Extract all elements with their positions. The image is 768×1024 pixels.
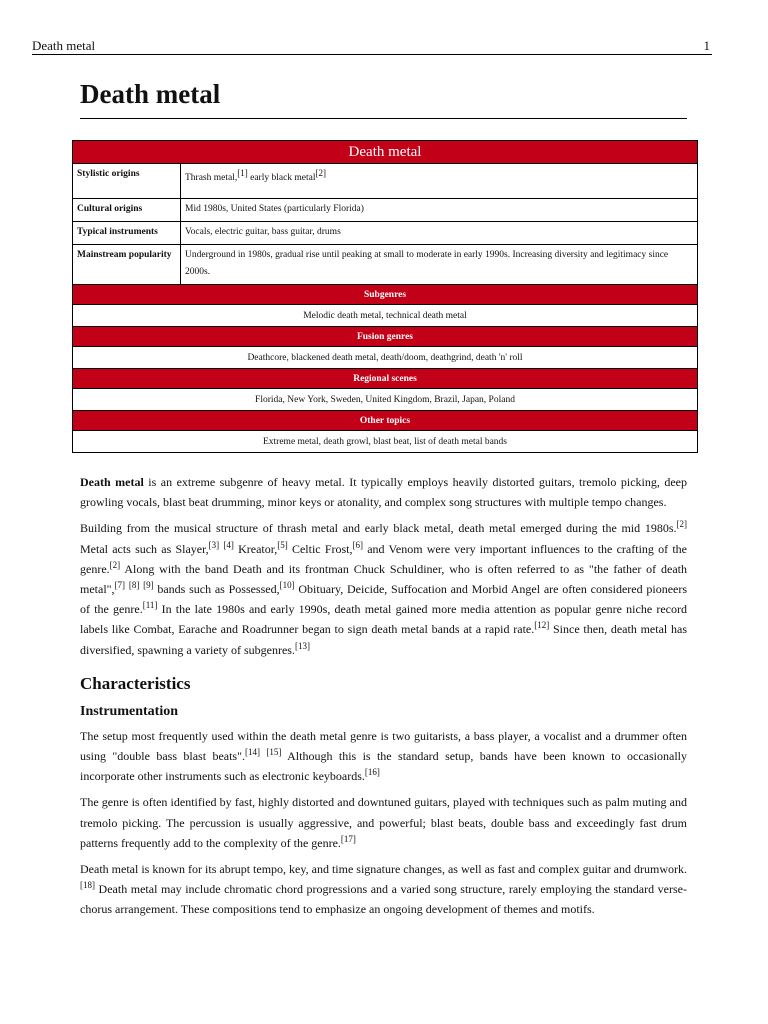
reference[interactable]: [12] xyxy=(534,620,550,631)
text-run: Although this is the standard setup, bands have been known to occasionally incorporate other instruments such as electronic keyboards. xyxy=(80,749,688,784)
infobox-label: Typical instruments xyxy=(73,222,181,245)
infobox-value: Vocals, electric guitar, bass guitar, drums xyxy=(181,222,698,245)
reference[interactable]: [5] xyxy=(277,539,288,550)
reference[interactable]: [18] xyxy=(80,880,95,891)
infobox-section-content: Deathcore, blackened death metal, death/doom, deathgrind, death 'n' roll xyxy=(73,347,698,369)
reference[interactable]: [1] xyxy=(237,167,248,178)
text-run: The genre is often identified by fast, highly distorted and downtuned guitars, played with techniques such as palm muting and tremolo picking. The percussion is usually aggressive, and powerful; blast beats, double bass and exceedingly fast drum patterns frequently add to the complexity of the genre. xyxy=(80,795,687,850)
infobox-section-header: Regional scenes xyxy=(73,369,698,389)
article-title: Death metal xyxy=(80,79,221,109)
reference[interactable]: [11] xyxy=(142,600,158,611)
text-run: Metal acts such as Slayer, xyxy=(80,541,209,556)
infobox-row xyxy=(73,245,698,285)
infobox-section-content: Extreme metal, death growl, blast beat, list of death metal bands xyxy=(73,431,698,453)
infobox-value: Mid 1980s, United States (particularly Florida) xyxy=(181,199,698,222)
text-run: Kreator, xyxy=(233,541,278,556)
text-run: Since then, death metal has diversified, spawning a variety of subgenres. xyxy=(80,622,687,657)
infobox-section-content: Florida, New York, Sweden, United Kingdom, Brazil, Japan, Poland xyxy=(73,389,698,411)
reference[interactable]: [3] xyxy=(208,539,220,550)
text-run: Death metal may include chromatic chord progressions and a varied song structure, rarely employing the standard verse-chorus arrangement. These compositions tend to emphasize an ongoing development of themes and motifs. xyxy=(80,882,687,917)
infobox-section-header: Other topics xyxy=(73,411,698,431)
instrumentation-paragraph xyxy=(80,792,687,853)
section-heading-characteristics: Characteristics xyxy=(80,673,191,693)
infobox-value: Underground in 1980s, gradual rise until peaking at small to moderate in early 1990s. Increasing diversity and legitimacy since 2000s. xyxy=(181,245,698,285)
value-link[interactable]: early black metal xyxy=(247,173,316,183)
infobox-row xyxy=(73,222,698,245)
article-body xyxy=(80,472,687,926)
infobox-section-content: Melodic death metal, technical death metal xyxy=(73,305,698,327)
infobox-section-header: Fusion genres xyxy=(73,327,698,347)
page-header xyxy=(32,34,712,55)
running-title: Death metal xyxy=(32,38,96,53)
reference[interactable]: [9] xyxy=(143,580,154,591)
infobox-title: Death metal xyxy=(73,141,698,164)
text-run: Obituary, Deicide, Suffocation and Morbid Angel are often considered pioneers of the genre. xyxy=(80,582,688,617)
infobox-row xyxy=(73,164,698,199)
reference[interactable]: [2] xyxy=(676,519,687,530)
reference[interactable]: [8] xyxy=(128,580,140,591)
text-run: Death metal is known for its abrupt tempo, key, and time signature changes, as well as fast and complex guitar and drumwork. xyxy=(80,862,687,877)
page-number: 1 xyxy=(703,38,710,53)
reference[interactable]: [6] xyxy=(352,539,363,550)
reference[interactable]: [4] xyxy=(223,539,234,550)
reference[interactable]: [16] xyxy=(364,767,380,778)
reference[interactable]: [2] xyxy=(315,167,327,178)
text-run: Celtic Frost, xyxy=(287,541,353,556)
text-run: bands such as Possessed, xyxy=(153,582,280,597)
reference[interactable]: [10] xyxy=(279,580,295,591)
infobox-row xyxy=(73,199,698,222)
infobox-label: Stylistic origins xyxy=(73,164,181,199)
infobox-label: Cultural origins xyxy=(73,199,181,222)
reference[interactable]: [15] xyxy=(266,747,282,758)
infobox xyxy=(72,140,698,453)
text-run: The setup most frequently used within the death metal genre is two guitarists, a bass player, a vocalist and a drummer often using "double bass blast beats". xyxy=(80,728,687,764)
instrumentation-paragraph xyxy=(80,859,687,920)
text-run: Along with the band Death and its frontman Chuck Schuldiner, who is often referred to as "the father of death metal", xyxy=(80,561,687,597)
text-run: In the late 1980s and early 1990s, death metal gained more media attention as popular genre niche record labels like Combat, Earache and Roadrunner began to sign death metal bands at a rapid rate. xyxy=(80,602,687,637)
instrumentation-paragraph xyxy=(80,726,687,787)
reference[interactable]: [2] xyxy=(109,559,121,570)
infobox-section-header: Subgenres xyxy=(73,285,698,305)
history-paragraph xyxy=(80,518,687,659)
reference[interactable]: [17] xyxy=(340,833,356,844)
text-run: and Venom were very important influences to the crafting of the genre. xyxy=(80,541,687,576)
lead-term: Death metal xyxy=(80,475,144,489)
infobox-label: Mainstream popularity xyxy=(73,245,181,285)
infobox-value xyxy=(181,164,698,199)
paragraph-text: is an extreme subgenre of heavy metal. It typically employs heavily distorted guitars, tremolo picking, deep growling vocals, blast beat drumming, minor keys or atonality, and complex song structures with multiple tempo changes. xyxy=(80,475,687,510)
reference[interactable]: [14] xyxy=(245,747,261,758)
reference[interactable]: [13] xyxy=(294,640,310,651)
text-run: Building from the musical structure of thrash metal and early black metal, death metal emerged during the mid 1980s. xyxy=(80,521,677,536)
title-rule xyxy=(80,118,687,119)
reference[interactable]: [7] xyxy=(114,580,126,591)
subsection-heading-instrumentation: Instrumentation xyxy=(80,703,179,719)
value-link[interactable]: Thrash metal, xyxy=(185,173,238,183)
intro-paragraph xyxy=(80,472,687,512)
